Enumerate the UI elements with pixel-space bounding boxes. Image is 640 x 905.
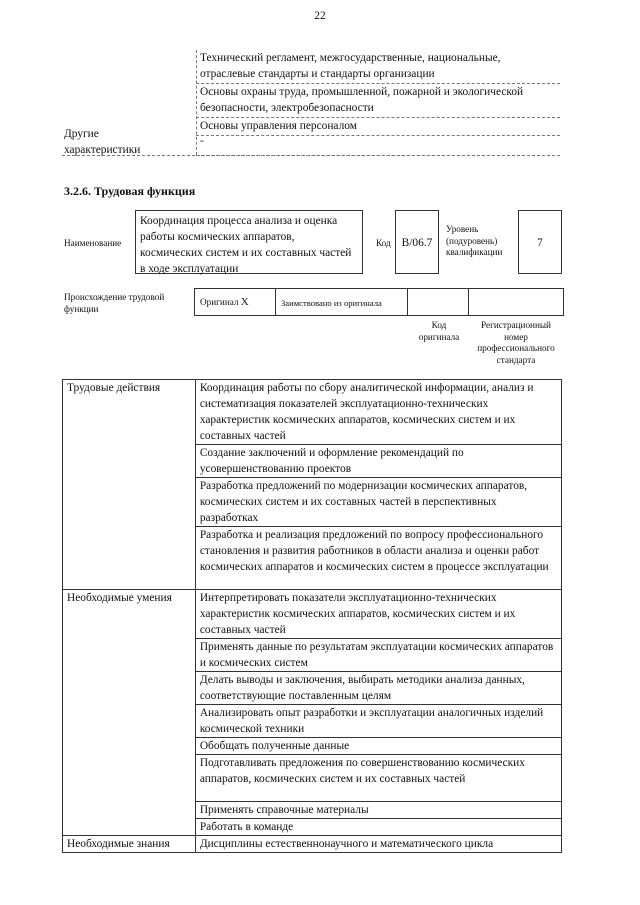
code-original-cell: [407, 289, 469, 315]
knowledge-row: Основы охраны труда, промышленной, пожарной и экологической безопасности, электробезопасности: [196, 84, 560, 118]
code-label: Код: [376, 238, 391, 248]
other-value-cell: [196, 127, 560, 156]
function-name-text: Координация процесса анализа и оценка работы космических аппаратов, космических систем и их составных частей в ходе эксплуатации: [140, 215, 352, 275]
action-item: Разработка и реализация предложений по вопросу профессионального становления и развития работников в области анализа и оценки работ космических аппаратов и космических систем в процессе эксплуатации: [195, 527, 561, 590]
action-item: Координация работы по сбору аналитической информации, анализ и систематизация показателей эксплуатационно-технических характеристик космических аппаратов, космических систем и их составных частей: [195, 380, 561, 445]
origin-box: [194, 288, 564, 316]
skill-item: Обобщать полученные данные: [195, 738, 561, 755]
code-value: B/06.7: [401, 237, 433, 249]
other-value: -: [200, 135, 204, 147]
level-value-box: [518, 210, 562, 274]
knowledge-label: Необходимые знания: [63, 836, 196, 853]
table-row: [63, 380, 562, 445]
page-number: 22: [314, 10, 326, 22]
action-item: Разработка предложений по модернизации космических аппаратов, космических систем и их составных частей в перспективных разработках: [195, 478, 561, 527]
section-heading: 3.2.6. Трудовая функция: [64, 184, 196, 198]
code-caption-line2: оригинала: [418, 331, 460, 342]
divider: [62, 155, 560, 156]
other-label-line1: Другие: [64, 128, 99, 140]
code-original-caption: [408, 320, 470, 343]
table-row: [63, 590, 562, 639]
function-name: [135, 210, 363, 274]
skill-item: Применять справочные материалы: [195, 802, 561, 819]
reg-caption-line2: номер: [504, 331, 528, 342]
knowledge-row: Основы управления персоналом: [196, 118, 560, 136]
reg-caption-line3: профессионального: [477, 343, 555, 353]
skill-item: Применять данные по результатам эксплуатации космических аппаратов и космических систем: [195, 639, 561, 672]
skill-item: Делать выводы и заключения, выбирать методики анализа данных, соответствующие поставленным целям: [195, 672, 561, 705]
original-mark: X: [240, 296, 249, 308]
action-item: Создание заключений и оформление рекомендаций по усовершенствованию проектов: [195, 445, 561, 478]
divider: [196, 50, 197, 155]
other-label-line2: характеристики: [64, 144, 141, 156]
code-caption-line1: Код: [431, 320, 447, 330]
code-value-box: [395, 210, 439, 274]
level-label-line2: (подуровень): [446, 235, 498, 246]
table-row: [63, 836, 562, 853]
skill-item: Интерпретировать показатели эксплуатационно-технических характеристик космических аппаратов, космических систем и их составных частей: [195, 590, 561, 639]
function-table: [62, 379, 562, 853]
other-label: [64, 126, 140, 158]
original-cell: [195, 289, 276, 315]
reg-caption-line4: стандарта: [496, 354, 536, 365]
knowledge-continuation: [196, 50, 560, 136]
origin-label-line2: функции: [64, 303, 99, 314]
skill-item: Подготавливать предложения по совершенствованию космических аппаратов, космических систем и их составных частей: [195, 755, 561, 802]
knowledge-item: Дисциплины естественнонаучного и математического цикла: [195, 836, 561, 853]
reg-caption-line1: Регистрационный: [481, 320, 551, 330]
skills-label: Необходимые умения: [63, 590, 196, 836]
skill-item: Работать в команде: [195, 819, 561, 836]
origin-label: [64, 292, 164, 315]
level-label-line3: квалификации: [446, 247, 503, 257]
origin-label-line1: Происхождение трудовой: [64, 292, 165, 302]
original-text: [195, 289, 275, 309]
name-label: Наименование: [64, 238, 122, 248]
reg-number-caption: [468, 320, 564, 366]
borrowed-label: Заимствовано из оригинала: [281, 298, 382, 308]
original-label: Оригинал: [200, 297, 239, 307]
level-value: 7: [537, 237, 543, 249]
level-label-line1: Уровень: [446, 224, 479, 234]
skill-item: Анализировать опыт разработки и эксплуатации аналогичных изделий космической техники: [195, 705, 561, 738]
actions-label: Трудовые действия: [63, 380, 196, 590]
level-label: [446, 224, 514, 259]
knowledge-row: Технический регламент, межгосударственные, национальные, отраслевые стандарты и стандарты организации: [196, 50, 560, 84]
